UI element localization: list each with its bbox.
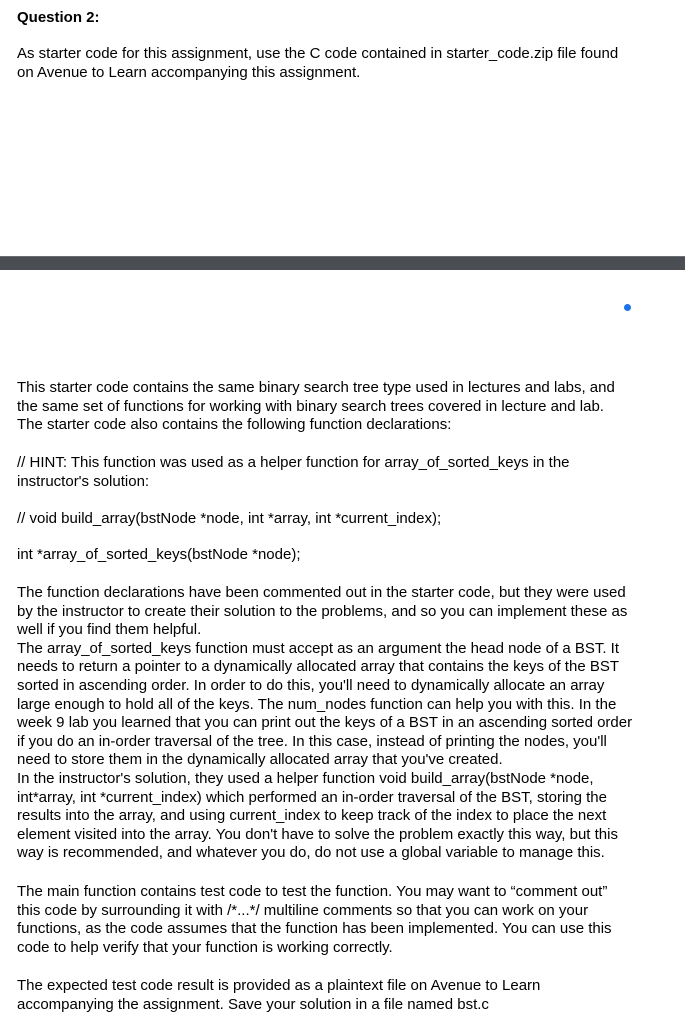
text-line: element visited into the array. You don't have to solve the problem exactly this way, but this [17,825,618,843]
text-line: needs to return a pointer to a dynamically allocated array that contains the keys of the BST [17,658,619,676]
main-function-paragraph [17,883,685,957]
text-line: functions, as the code assumes that the function has been implemented. You can use this [17,920,612,938]
text-line: As starter code for this assignment, use the C code contained in starter_code.zip file found [17,45,619,62]
intro-paragraph [17,45,685,82]
text-line: large enough to hold all of the keys. The num_nodes function can help you with this. In the [17,695,617,713]
hint-comment [17,454,685,491]
text-line: by the instructor to create their solution to the problems, and so you can implement these as [17,602,628,620]
text-line: This starter code contains the same binary search tree type used in lectures and labs, and [17,379,615,396]
text-line: accompanying the assignment. Save your solution in a file named bst.c [17,995,489,1013]
text-line: need to store them in the dynamically allocated array that you've created. [17,751,503,769]
text-line: instructor's solution: [17,472,150,490]
text-line: this code by surrounding it with /*...*/ multiline comments so that you can work on your [17,901,589,919]
expected-result-paragraph [17,977,685,1014]
text-line: // HINT: This function was used as a helper function for array_of_sorted_keys in the [17,454,570,471]
text-line: The starter code also contains the following function declarations: [17,416,452,434]
starter-code-paragraph [17,379,685,435]
text-line: The expected test code result is provided as a plaintext file on Avenue to Learn [17,977,541,994]
text-line: int *array_of_sorted_keys(bstNode *node); [17,546,301,563]
question-heading: Question 2: [17,9,100,26]
text-line: The array_of_sorted_keys function must accept as an argument the head node of a BST. It [17,639,620,657]
build-array-declaration [17,510,685,529]
text-line: the same set of functions for working with binary search trees covered in lecture and lab. [17,397,604,415]
text-line: if you do an in-order traversal of the tree. In this case, instead of printing the nodes, you'll [17,732,607,750]
text-line: on Avenue to Learn accompanying this assignment. [17,63,361,81]
text-line: int*array, int *current_index) which performed an in-order traversal of the BST, storing the [17,788,607,806]
array-of-sorted-keys-declaration [17,546,685,565]
text-line: The main function contains test code to test the function. You may want to “comment out” [17,883,608,900]
text-line: way is recommended, and whatever you do, do not use a global variable to manage this. [17,844,605,862]
function-description-paragraph [17,584,685,863]
text-line: week 9 lab you learned that you can print out the keys of a BST in an ascending sorted order [17,714,633,732]
page-divider [0,256,685,270]
text-line: well if you find them helpful. [17,621,202,639]
text-line: // void build_array(bstNode *node, int *array, int *current_index); [17,510,442,527]
text-line: In the instructor's solution, they used a helper function void build_array(bstNode *node, [17,769,594,787]
text-line: code to help verify that your function is working correctly. [17,938,393,956]
text-line: sorted in ascending order. In order to do this, you'll need to dynamically allocate an array [17,676,605,694]
text-line: results into the array, and using current_index to keep track of the index to place the next [17,807,607,825]
text-line: The function declarations have been commented out in the starter code, but they were used [17,584,626,601]
blue-dot-marker [624,304,631,311]
